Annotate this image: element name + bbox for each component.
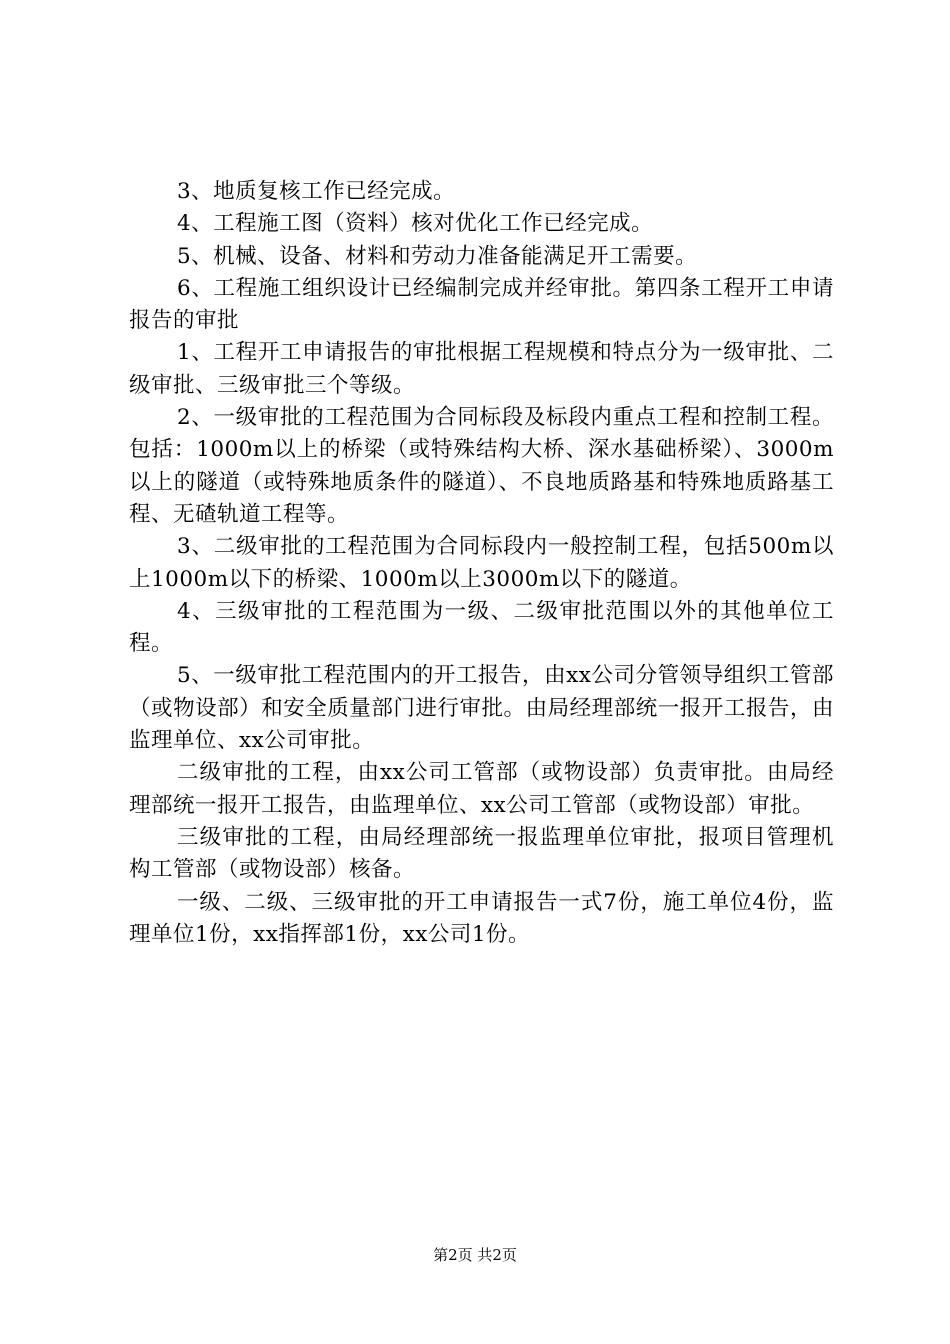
document-body <box>129 176 834 951</box>
paragraph-3: 5、机械、设备、材料和劳动力准备能满足开工需要。 <box>177 243 698 269</box>
paragraph-9: 5、一级审批工程范围内的开工报告，由xx公司分管领导组织工管部（或物设部）和安全质量部门进行审批。由局经理部统一报开工报告，由监理单位、xx公司审批。 <box>129 663 834 754</box>
paragraph-5: 1、工程开工申请报告的审批根据工程规模和特点分为一级审批、二级审批、三级审批三个等级。 <box>129 340 834 398</box>
paragraph-1: 3、地质复核工作已经完成。 <box>177 179 456 204</box>
paragraph-6: 2、一级审批的工程范围为合同标段及标段内重点工程和控制工程。包括：1000m以上的桥梁（或特殊结构大桥、深水基础桥梁）、3000m以上的隧道（或特殊地质条件的隧道）、不良地质路基和特殊地质路基工程、无碴轨道工程等。 <box>129 405 834 527</box>
paragraph-12: 一级、二级、三级审批的开工申请报告一式7份，施工单位4份，监理单位1份，xx指挥部1份，xx公司1份。 <box>129 889 834 947</box>
paragraph-8: 4、三级审批的工程范围为一级、二级审批范围以外的其他单位工程。 <box>129 598 834 657</box>
paragraph-11: 三级审批的工程，由局经理部统一报监理单位审批，报项目管理机构工管部（或物设部）核备。 <box>129 824 834 883</box>
page-number-footer: 第2页 共2页 <box>433 1246 517 1264</box>
paragraph-7: 3、二级审批的工程范围为合同标段内一般控制工程，包括500m以上1000m以下的桥梁、1000m以上3000m以下的隧道。 <box>129 534 834 592</box>
paragraph-10: 二级审批的工程，由xx公司工管部（或物设部）负责审批。由局经理部统一报开工报告，由监理单位、xx公司工管部（或物设部）审批。 <box>129 760 834 818</box>
paragraph-4: 6、工程施工组织设计已经编制完成并经审批。第四条工程开工申请报告的审批 <box>129 275 834 334</box>
paragraph-2: 4、工程施工图（资料）核对优化工作已经完成。 <box>177 211 654 237</box>
